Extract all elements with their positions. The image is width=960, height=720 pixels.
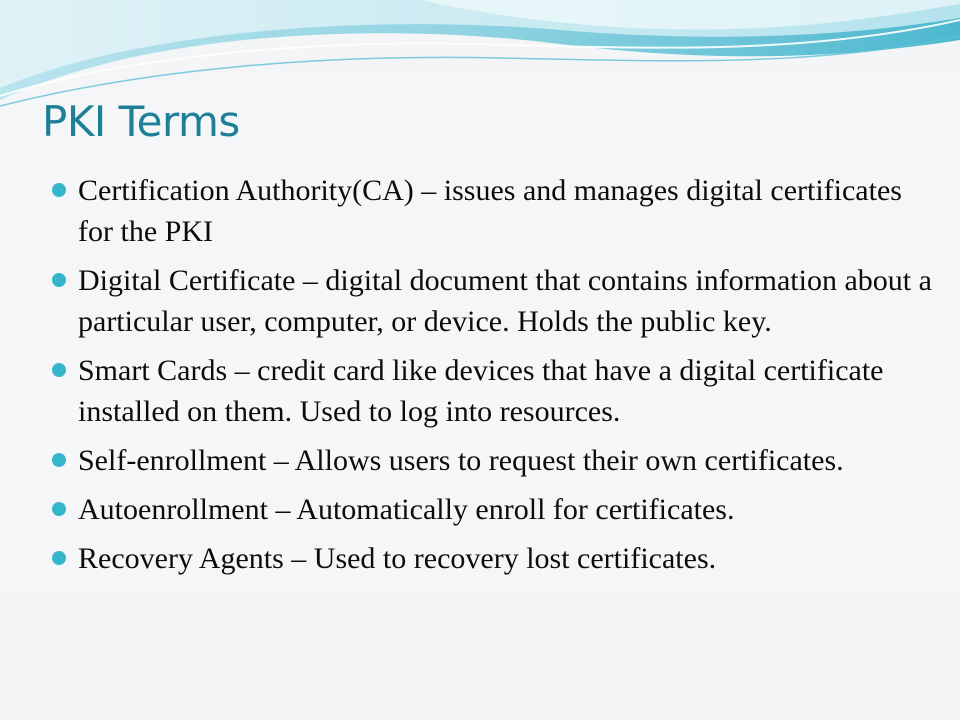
bullet-dot-icon (52, 453, 66, 467)
bullet-text: Certification Authority(CA) – issues and manages digital certificates for the PKI (78, 174, 902, 248)
slide-title: PKI Terms (42, 97, 240, 146)
bullet-text: Autoenrollment – Automatically enroll for certificates. (78, 493, 735, 526)
bullet-dot-icon (52, 183, 66, 197)
bullet-item-autoenrollment (48, 489, 938, 530)
bullet-text: Digital Certificate – digital document that contains information about a particular user, computer, or device. Holds the public key. (78, 264, 932, 338)
bullet-dot-icon (52, 273, 66, 287)
bullet-dot-icon (52, 502, 66, 516)
bullet-item-digital-certificate (48, 260, 938, 342)
bullet-dot-icon (52, 551, 66, 565)
bullet-item-self-enrollment (48, 440, 938, 481)
bullet-text: Smart Cards – credit card like devices that have a digital certificate installed on them. Used to log into resources. (78, 354, 884, 428)
bullet-item-certification-authority (48, 170, 938, 252)
bullet-item-smart-cards (48, 350, 938, 432)
bullet-text: Self-enrollment – Allows users to request their own certificates. (78, 444, 844, 477)
bullet-list (48, 170, 938, 587)
bullet-item-recovery-agents (48, 538, 938, 579)
bullet-text: Recovery Agents – Used to recovery lost certificates. (78, 542, 717, 575)
bullet-dot-icon (52, 363, 66, 377)
